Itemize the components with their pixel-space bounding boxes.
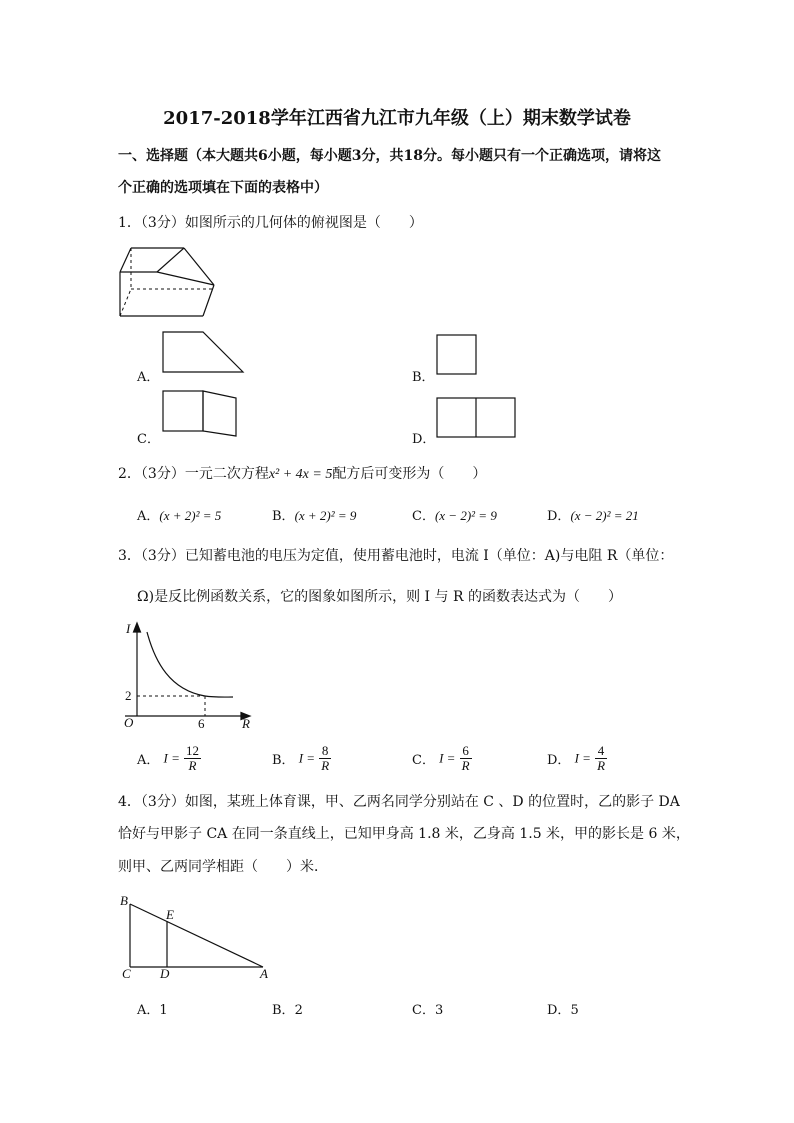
q1-option-a-label: A． [137, 370, 160, 385]
q3-option-c-label: C． [412, 753, 435, 768]
q3-y-axis-label: I [126, 621, 131, 636]
q2-option-b-expr: (x + 2)² = 9 [294, 508, 357, 523]
q4-point-a: A [260, 966, 268, 981]
q2-stem-prefix: 2．（3分）一元二次方程 [118, 466, 269, 482]
q2-option-a-expr: (x + 2)² = 5 [159, 508, 222, 523]
q3-option-a-num: 12 [186, 743, 200, 758]
q4-point-b: B [120, 893, 128, 908]
section-heading-line2: 个正确的选项填在下面的表格中） [118, 180, 328, 196]
q2-option-a-label: A． [137, 509, 160, 524]
q4-option-c-label: C． [412, 1003, 435, 1018]
q4-segment-ba [130, 904, 263, 967]
q2-equation: x² + 4x = 5 [268, 467, 333, 482]
q2-option-b-label: B． [272, 509, 295, 524]
section-heading-line1: 一、选择题（本大题共6小题，每小题3分，共18分。每小题只有一个正确选项，请将这 [118, 148, 661, 164]
q3-option-d-label: D． [547, 753, 571, 768]
q4-option-b-value: 2 [294, 1003, 303, 1018]
q3-x-axis-label: R [242, 716, 250, 731]
q3-option-d-den: R [597, 758, 606, 773]
q4-option-a [137, 999, 168, 1018]
q3-y-tick-label: 2 [125, 688, 132, 703]
q3-stem-line2: Ω)是反比例函数关系，它的图象如图所示，则 I 与 R 的函数表达式为（ ） [137, 589, 622, 605]
q3-stem-line1: 3．（3分）已知蓄电池的电压为定值，使用蓄电池时，电流 I（单位：A)与电阻 R（单位： [118, 548, 674, 564]
q4-stem-line3: 则甲、乙两同学相距（ ）米． [118, 859, 328, 875]
q4-stem-line1: 4．（3分）如图，某班上体育课，甲、乙两名同学分别站在 C 、D 的位置时，乙的影子 DA [118, 794, 680, 810]
q4-option-a-value: 1 [159, 1003, 168, 1018]
q3-option-b-den: R [321, 758, 330, 773]
q3-option-c-lhs: I = [439, 750, 456, 766]
q4-option-c [412, 999, 443, 1018]
q3-option-d-num: 4 [595, 744, 607, 759]
q1-option-c-label: C． [137, 432, 160, 447]
q2-stem-suffix: 配方后可变形为（ ） [332, 466, 487, 482]
q3-option-b-lhs: I = [298, 750, 316, 766]
q4-option-c-value: 3 [434, 1003, 444, 1018]
q3-x-tick-label: 6 [198, 716, 205, 731]
q4-option-d [547, 999, 579, 1018]
q1-option-d-label: D． [412, 432, 436, 447]
q4-option-a-label: A． [137, 1003, 160, 1018]
q1-stem: 1．（3分）如图所示的几何体的俯视图是（ ） [118, 215, 423, 231]
q4-point-e: E [166, 907, 174, 922]
q2-option-c-label: C． [412, 509, 435, 524]
q3-option-a-lhs: I = [163, 750, 180, 766]
q3-option-b-label: B． [272, 753, 295, 768]
q3-option-a-den: R [188, 758, 197, 773]
q4-option-b [272, 999, 303, 1018]
q4-option-d-value: 5 [570, 1003, 579, 1018]
q3-option-b-num: 8 [319, 744, 331, 759]
q4-option-d-label: D． [547, 1003, 571, 1018]
q2-option-d-expr: (x − 2)² = 21 [570, 508, 639, 523]
q4-point-c: C [122, 966, 131, 981]
q3-option-a-label: A． [137, 753, 160, 768]
q2-option-d-label: D． [547, 509, 571, 524]
q3-option-c-num: 6 [460, 744, 472, 759]
page-title: 2017-2018学年江西省九江市九年级（上）期末数学试卷 [163, 108, 631, 129]
q3-origin-label: O [124, 715, 134, 730]
q3-option-d-lhs: I = [574, 750, 591, 766]
q4-option-b-label: B． [272, 1003, 295, 1018]
q2-option-c-expr: (x − 2)² = 9 [434, 508, 497, 523]
q4-stem-line2: 恰好与甲影子 CA 在同一条直线上，已知甲身高 1.8 米，乙身高 1.5 米，甲的影长是 6 米， [118, 826, 690, 842]
q3-option-c-den: R [461, 758, 470, 773]
q4-point-d: D [160, 966, 170, 981]
q1-option-b-label: B． [412, 370, 435, 385]
